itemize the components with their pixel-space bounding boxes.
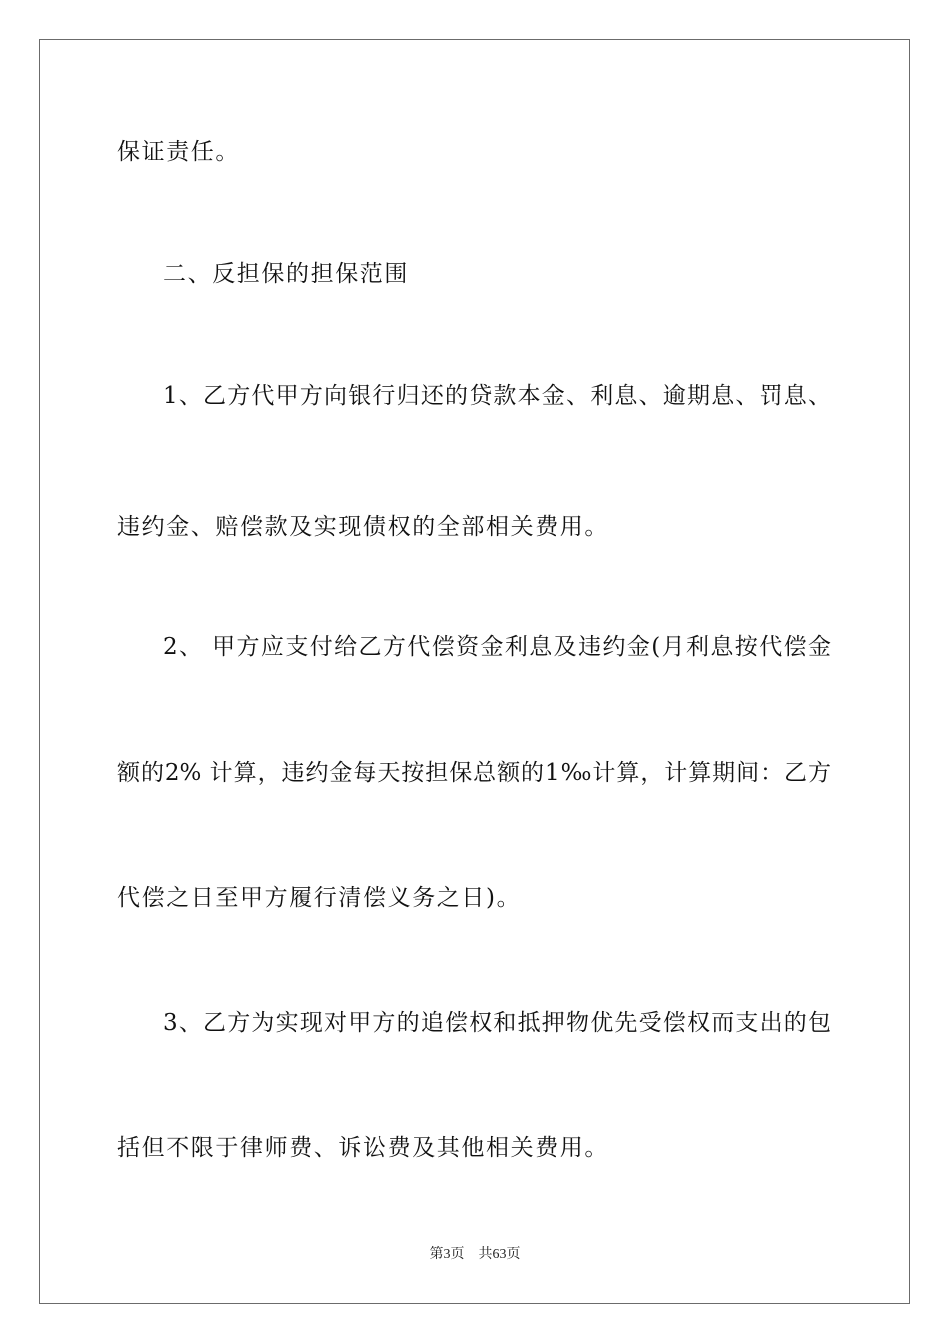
- text-line-6: 额的2% 计算，违约金每天按担保总额的1‰计算，计算期间：乙方: [117, 760, 831, 786]
- page-total: 共63页: [478, 1247, 521, 1262]
- section-heading: 二、反担保的担保范围: [163, 261, 409, 287]
- text-line-8: 3、乙方为实现对甲方的追偿权和抵押物优先受偿权而支出的包: [163, 1010, 831, 1036]
- page-border: [39, 39, 910, 1304]
- text-line-7: 代偿之日至甲方履行清偿义务之日)。: [117, 885, 522, 911]
- text-line-1: 保证责任。: [117, 139, 240, 165]
- text-line-9: 括但不限于律师费、诉讼费及其他相关费用。: [117, 1135, 609, 1161]
- text-line-3: 1、乙方代甲方向银行归还的贷款本金、利息、逾期息、罚息、: [163, 383, 831, 409]
- page-number: 第3页: [429, 1247, 465, 1262]
- text-line-4: 违约金、赔偿款及实现债权的全部相关费用。: [117, 514, 609, 540]
- page-footer: [0, 1245, 950, 1265]
- text-line-5: 2、 甲方应支付给乙方代偿资金利息及违约金(月利息按代偿金: [163, 634, 831, 660]
